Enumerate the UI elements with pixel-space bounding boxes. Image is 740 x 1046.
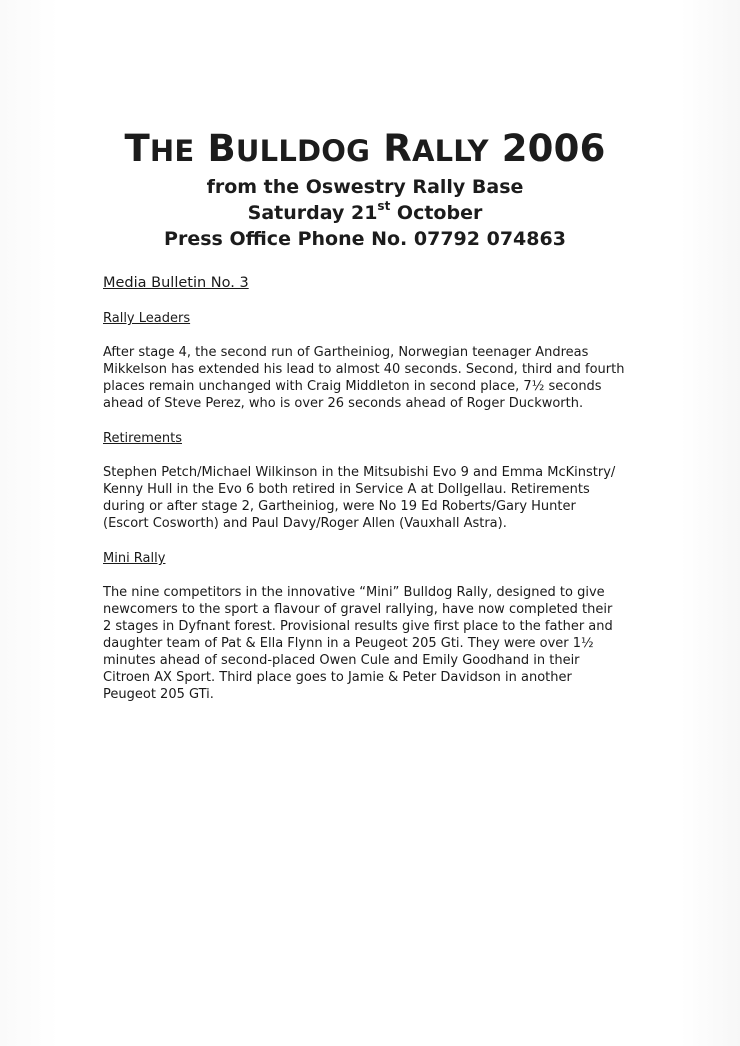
document-header bbox=[0, 126, 730, 252]
date-text: Saturday 21 bbox=[247, 202, 378, 224]
section-retirements bbox=[103, 430, 633, 532]
title-letter: R bbox=[383, 127, 412, 170]
title-smallcaps: ALLY bbox=[411, 134, 489, 168]
title-letter: B bbox=[207, 127, 236, 170]
title-smallcaps: ULLDOG bbox=[235, 134, 371, 168]
date-ordinal: st bbox=[377, 198, 391, 213]
date-month: October bbox=[390, 202, 483, 224]
title-smallcaps: HE bbox=[149, 134, 195, 168]
section-heading: Retirements bbox=[103, 431, 182, 446]
section-rally-leaders bbox=[103, 310, 633, 412]
title-letter: T bbox=[124, 127, 150, 170]
bulletin-title: Media Bulletin No. 3 bbox=[103, 275, 249, 291]
section-heading: Rally Leaders bbox=[103, 311, 191, 326]
venue-line: from the Oswestry Rally Base bbox=[206, 176, 524, 198]
title-year: 2006 bbox=[501, 127, 606, 170]
document-title bbox=[0, 126, 730, 174]
bulletin-content bbox=[103, 272, 633, 721]
section-body: After stage 4, the second run of Gartheiniog, Norwegian teenager Andreas Mikkelson has extended his lead to almost 40 seconds. Second, third and fourth places remain unchanged with Craig Middleton in second place, 7½ seconds ahead of Steve Perez, who is over 26 seconds ahead of Roger Duckworth. bbox=[103, 345, 625, 411]
press-phone-line: Press Office Phone No. 07792 074863 bbox=[164, 228, 566, 250]
section-heading: Mini Rally bbox=[103, 551, 166, 566]
date-line bbox=[0, 200, 730, 226]
section-mini-rally bbox=[103, 550, 633, 703]
section-body: The nine competitors in the innovative “Mini” Bulldog Rally, designed to give newcomers to the sport a flavour of gravel rallying, have now completed their 2 stages in Dyfnant forest. Provisional results give first place to the father and daughter team of Pat & Ella Flynn in a Peugeot 205 Gti. They were over 1½ minutes ahead of second-placed Owen Cule and Emily Goodhand in their Citroen AX Sport. Third place goes to Jamie & Peter Davidson in another Peugeot 205 GTi. bbox=[103, 585, 613, 702]
section-body: Stephen Petch/Michael Wilkinson in the Mitsubishi Evo 9 and Emma McKinstry/ Kenny Hull in the Evo 6 both retired in Service A at Dollgellau. Retirements during or after stage 2, Gartheiniog, were No 19 Ed Roberts/Gary Hunter (Escort Cosworth) and Paul Davy/Roger Allen (Vauxhall Astra). bbox=[103, 465, 616, 531]
